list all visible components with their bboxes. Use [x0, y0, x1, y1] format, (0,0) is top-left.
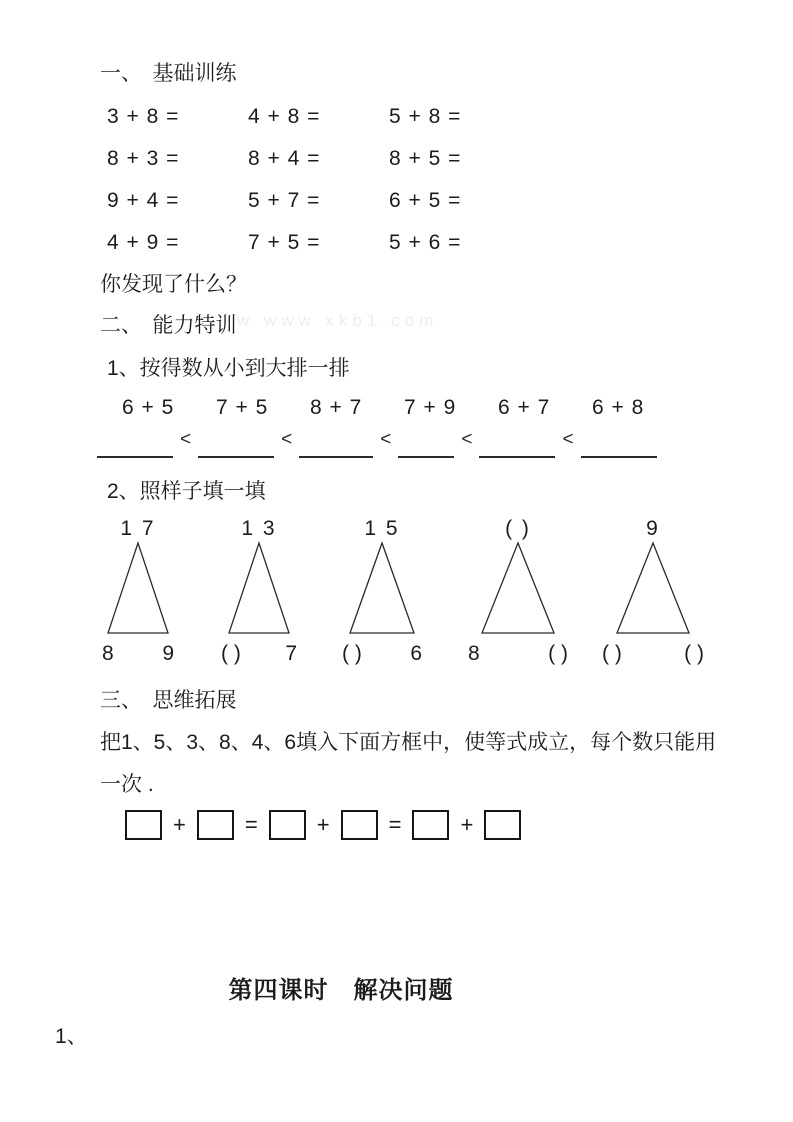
- operator: =: [388, 812, 402, 837]
- problem-cell: 4 + 8 =: [248, 105, 321, 128]
- less-than-sign: <: [562, 429, 574, 450]
- fill-in-box: [412, 810, 449, 840]
- less-than-sign: <: [380, 429, 392, 450]
- fill-in-box: [197, 810, 234, 840]
- less-than-sign: <: [180, 429, 192, 450]
- expression: 7 + 5: [216, 396, 269, 419]
- triangle-top-label: 1 3: [241, 517, 277, 540]
- triangle-group: [600, 518, 706, 666]
- expression: 6 + 5: [122, 396, 175, 419]
- triangle-group: [466, 518, 570, 666]
- less-than-sign: <: [461, 429, 473, 450]
- triangle-bottom-left: ( ): [342, 642, 362, 665]
- triangle-bottom-labels: [100, 642, 176, 666]
- triangle-bottom-right: ( ): [548, 642, 568, 665]
- fill-in-box: [269, 810, 306, 840]
- equation-boxes-row: [125, 806, 521, 844]
- triangle: [481, 541, 555, 635]
- answer-blank: [198, 430, 274, 458]
- answer-blank: [479, 430, 555, 458]
- item-1-label: 1、: [55, 1025, 88, 1048]
- triangle-top-label: 1 7: [120, 517, 156, 540]
- answer-blank: [398, 430, 454, 458]
- expression: 7 + 9: [404, 396, 457, 419]
- triangle-bottom-right: ( ): [684, 642, 704, 665]
- triangle-group: [219, 518, 299, 666]
- triangle-top-label: 1 5: [364, 517, 400, 540]
- problem-cell: 3 + 8 =: [107, 105, 180, 128]
- triangle-bottom-left: 8: [102, 642, 114, 665]
- triangle-bottom-labels: [600, 642, 706, 666]
- fill-in-box: [484, 810, 521, 840]
- expressions-row: [122, 396, 686, 420]
- ordering-blanks-row: [97, 430, 657, 458]
- lesson-title: 第四课时 解决问题: [228, 977, 454, 1004]
- triangle-bottom-left: ( ): [602, 642, 622, 665]
- discovery-question: 你发现了什么？: [100, 273, 247, 296]
- problem-cell: 8 + 3 =: [107, 147, 180, 170]
- triangle: [107, 541, 169, 635]
- operator: +: [316, 812, 330, 837]
- less-than-sign: <: [281, 429, 293, 450]
- triangle-top-label: 9: [646, 517, 660, 540]
- triangle-bottom-labels: [340, 642, 424, 666]
- expression: 6 + 7: [498, 396, 551, 419]
- problem-cell: 4 + 9 =: [107, 231, 180, 254]
- triangle-bottom-labels: [466, 642, 570, 666]
- expression: 6 + 8: [592, 396, 645, 419]
- triangle-bottom-labels: [219, 642, 299, 666]
- triangle-top-label: ( ): [505, 517, 531, 540]
- problem-cell: 5 + 6 =: [389, 231, 462, 254]
- triangle: [228, 541, 290, 635]
- problem-cell: 6 + 5 =: [389, 189, 462, 212]
- problem-cell: 8 + 4 =: [248, 147, 321, 170]
- triangle: [616, 541, 690, 635]
- triangles-diagram: [0, 518, 793, 670]
- section3-heading: 三、 思维拓展: [100, 689, 237, 712]
- problem-cell: 9 + 4 =: [107, 189, 180, 212]
- instruction-line-2: 一次 .: [100, 773, 154, 796]
- problem-cell: 5 + 7 =: [248, 189, 321, 212]
- section2-heading: 二、 能力特训: [100, 314, 237, 337]
- expression: 8 + 7: [310, 396, 363, 419]
- fill-in-box: [341, 810, 378, 840]
- answer-blank: [299, 430, 373, 458]
- operator: =: [244, 812, 258, 837]
- triangle-bottom-left: ( ): [221, 642, 241, 665]
- addition-problems-grid: [107, 96, 530, 264]
- task2-label: 2、照样子填一填: [107, 480, 266, 503]
- task1-label: 1、按得数从小到大排一排: [107, 357, 350, 380]
- fill-in-box: [125, 810, 162, 840]
- section1-heading: 一、 基础训练: [100, 62, 237, 85]
- triangle: [349, 541, 415, 635]
- operator: +: [173, 812, 186, 837]
- problem-cell: 7 + 5 =: [248, 231, 321, 254]
- triangle-bottom-right: 6: [410, 642, 422, 665]
- watermark-text: w www xkb1.com: [237, 311, 439, 330]
- triangle-group: [100, 518, 176, 666]
- problem-cell: 5 + 8 =: [389, 105, 462, 128]
- answer-blank: [97, 430, 173, 458]
- triangle-bottom-left: 8: [468, 642, 480, 665]
- answer-blank: [581, 430, 657, 458]
- instruction-line-1: 把1、5、3、8、4、6填入下面方框中，使等式成立，每个数只能用: [100, 731, 717, 754]
- problem-cell: 8 + 5 =: [389, 147, 462, 170]
- triangle-group: [340, 518, 424, 666]
- operator: +: [460, 812, 474, 837]
- triangle-bottom-right: 9: [162, 642, 174, 665]
- triangle-bottom-right: 7: [285, 642, 297, 665]
